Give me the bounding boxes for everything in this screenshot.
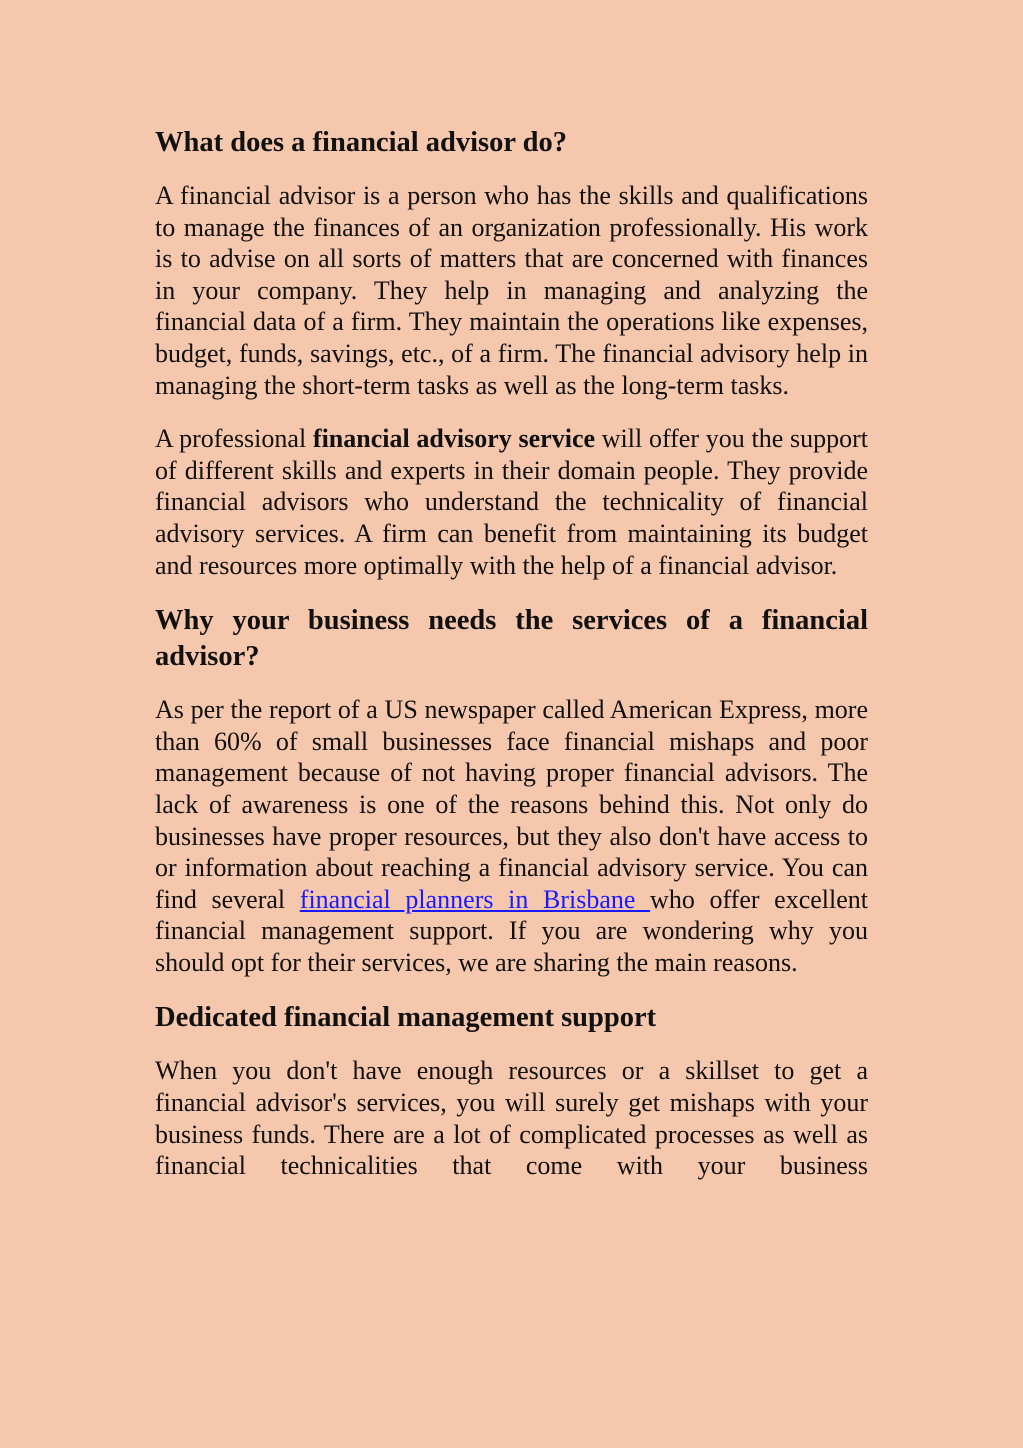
paragraph-text: who offer excellent financial management support. If you are wondering why you should opt for their services, we are sharing the main reasons. — [155, 884, 868, 977]
financial-planners-brisbane-link[interactable]: financial planners in Brisbane — [299, 884, 651, 914]
paragraph-american-express-report — [155, 694, 868, 978]
paragraph-text: A professional — [155, 424, 313, 454]
paragraph-professional-service — [155, 423, 868, 581]
paragraph-text: will offer you the support of different skills and experts in their domain people. They provide financial advisors who understand the technicality of financial advisory services. A firm can benefit from maintaining its budget and resources more optimally with the help of a financial advisor. — [155, 424, 868, 580]
bold-phrase-financial-advisory-service: financial advisory service — [312, 424, 596, 454]
paragraph-advisor-definition: A financial advisor is a person who has the skills and qualifications to manage the finances of an organization professionally. His work is to advise on all sorts of matters that are concerned with finances in your company. They help in managing and analyzing the financial data of a firm. They maintain the operations like expenses, budget, funds, savings, etc., of a firm. The financial advisory help in managing the short-term tasks as well as the long-term tasks. — [155, 181, 868, 400]
section-heading-dedicated-support: Dedicated financial management support — [155, 1002, 657, 1034]
paragraph-dedicated-support: When you don't have enough resources or a skillset to get a financial advisor's services, you will surely get mishaps with your business funds. There are a lot of complicated processes as well as financial technicalities that come with your business — [155, 1056, 868, 1181]
paragraph-text: As per the report of a US newspaper called American Express, more than 60% of small businesses face financial mishaps and poor management because of not having proper financial advisors. The lack of awareness is one of the reasons behind this. Not only do businesses have proper resources, but they also don't have access to or information about reaching a financial advisory service. You can find several — [155, 695, 868, 914]
section-heading-what-advisor-does: What does a financial advisor do? — [155, 127, 567, 158]
section-heading-why-business-needs: Why your business needs the services of a financial advisor? — [155, 605, 868, 673]
